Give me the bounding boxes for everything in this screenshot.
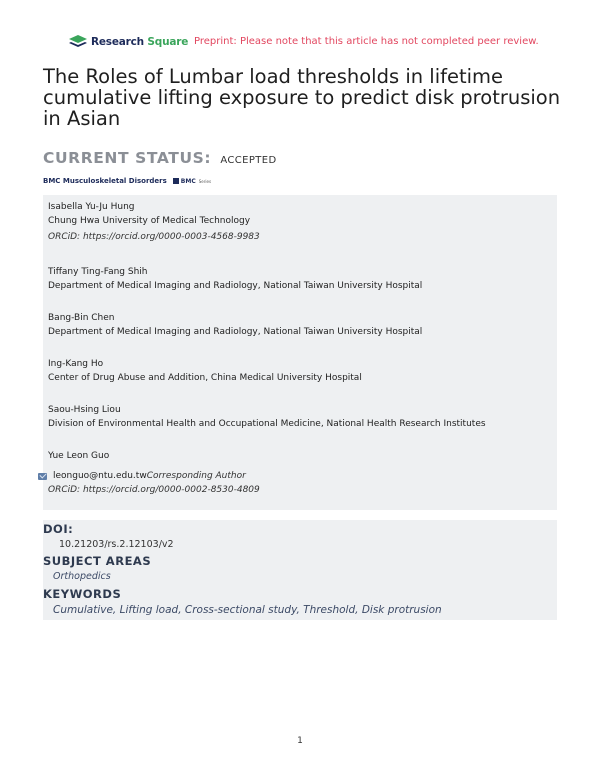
author-affiliation: Department of Medical Imaging and Radiology, National Taiwan University Hospital bbox=[48, 281, 423, 291]
bmc-series-text: Series bbox=[198, 178, 212, 184]
author-affiliation: Center of Drug Abuse and Addition, China Medical University Hospital bbox=[48, 373, 362, 383]
author-name: Ing-Kang Ho bbox=[48, 359, 104, 369]
header bbox=[68, 34, 570, 54]
keywords-list: Cumulative, Lifting load, Cross-sectional study, Threshold, Disk protrusion bbox=[53, 604, 442, 616]
metadata-panel bbox=[43, 520, 557, 620]
subject-areas-label: SUBJECT AREAS bbox=[43, 554, 152, 568]
current-status bbox=[43, 148, 277, 167]
author-entry bbox=[48, 200, 260, 244]
author-name: Yue Leon Guo bbox=[48, 451, 110, 461]
paper-title: The Roles of Lumbar load thresholds in lifetime cumulative lifting exposure to predict disk protrusion in Asian bbox=[43, 65, 561, 130]
author-entry bbox=[48, 357, 362, 385]
mail-icon[interactable] bbox=[38, 473, 47, 480]
status-label: CURRENT STATUS: bbox=[43, 149, 212, 167]
keywords-label: KEYWORDS bbox=[43, 587, 122, 601]
page-number: 1 bbox=[297, 736, 303, 746]
author-entry bbox=[48, 311, 422, 339]
author-affiliation: Department of Medical Imaging and Radiology, National Taiwan University Hospital bbox=[48, 327, 423, 337]
status-value: ACCEPTED bbox=[220, 155, 277, 166]
author-affiliation: Division of Environmental Health and Occupational Medicine, National Health Research Institutes bbox=[48, 419, 486, 429]
preprint-notice: Preprint: Please note that this article has not completed peer review. bbox=[194, 36, 539, 47]
author-entry bbox=[48, 403, 486, 431]
corresponding-author-label: Corresponding Author bbox=[146, 471, 246, 481]
authors-panel bbox=[43, 195, 557, 510]
author-name: Isabella Yu-Ju Hung bbox=[48, 202, 135, 212]
doi-link[interactable]: 10.21203/rs.2.12103/v2 bbox=[59, 539, 174, 550]
research-square-logo-icon bbox=[68, 34, 88, 50]
author-email-row bbox=[38, 469, 260, 483]
bmc-text: BMC bbox=[180, 177, 196, 185]
author-name: Saou-Hsing Liou bbox=[48, 405, 121, 415]
bmc-square-icon bbox=[173, 178, 179, 184]
journal-banner bbox=[43, 177, 211, 185]
author-orcid-link[interactable]: ORCiD: https://orcid.org/0000-0002-8530-4809 bbox=[48, 485, 260, 495]
subject-area-link[interactable]: Orthopedics bbox=[53, 571, 111, 582]
author-name: Bang-Bin Chen bbox=[48, 313, 115, 323]
logo-text: Research Square bbox=[91, 36, 189, 48]
author-orcid-link[interactable]: ORCiD: https://orcid.org/0000-0003-4568-9983 bbox=[48, 232, 260, 242]
author-affiliation: Chung Hwa University of Medical Technology bbox=[48, 216, 251, 226]
journal-name: BMC Musculoskeletal Disorders bbox=[43, 177, 167, 185]
research-square-logo[interactable] bbox=[68, 34, 188, 50]
author-entry bbox=[48, 449, 260, 497]
doi-label: DOI: bbox=[43, 522, 74, 536]
author-email-link[interactable]: leonguo@ntu.edu.tw bbox=[53, 471, 147, 481]
author-name: Tiffany Ting-Fang Shih bbox=[48, 267, 148, 277]
bmc-logo bbox=[173, 178, 211, 185]
author-entry bbox=[48, 265, 422, 293]
